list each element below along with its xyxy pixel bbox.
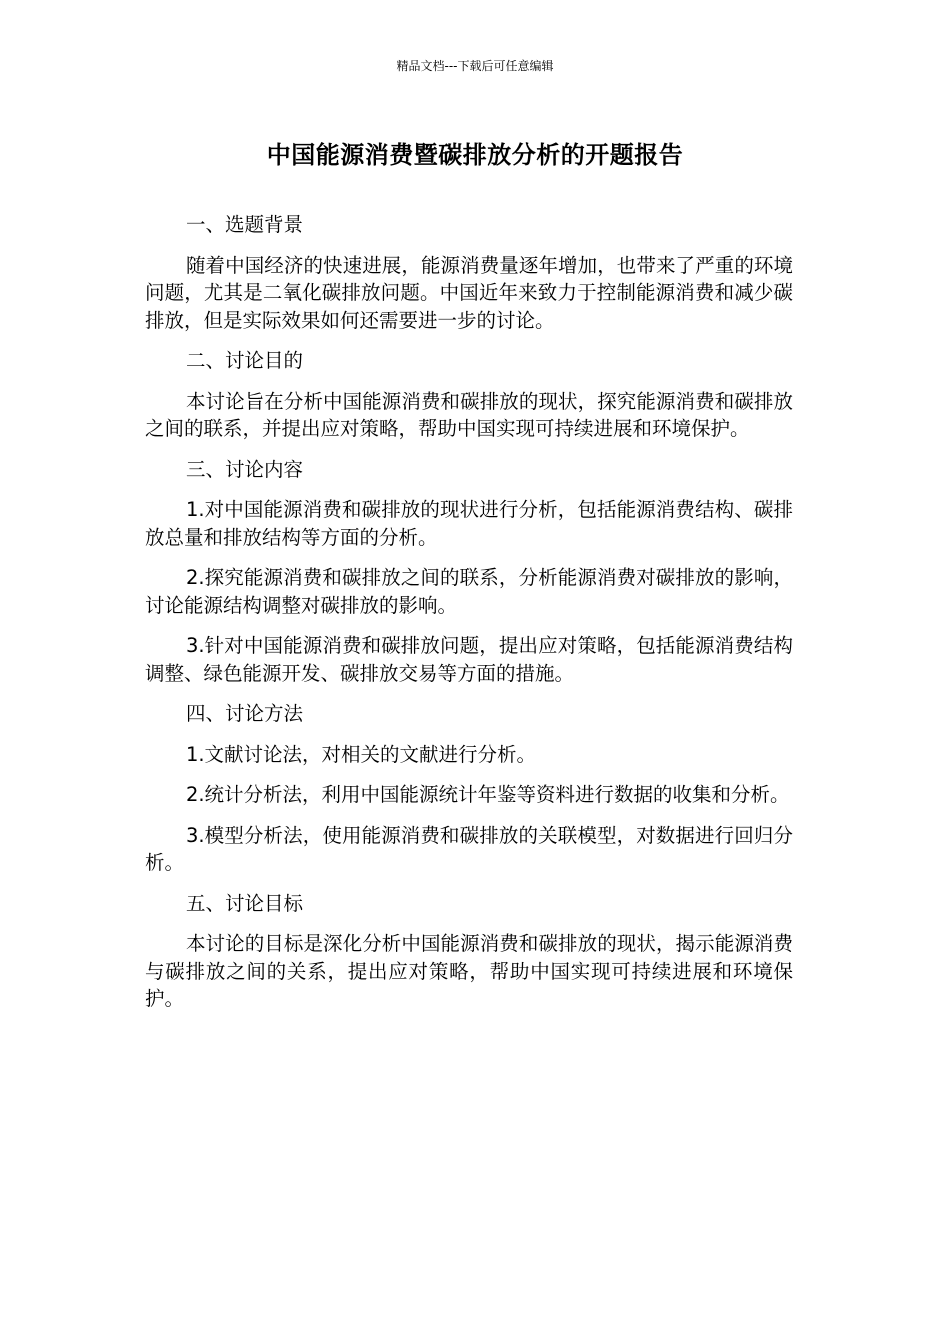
page-header: 精品文档---下载后可任意编辑 (396, 59, 554, 73)
paragraph: 2.探究能源消费和碳排放之间的联系，分析能源消费对碳排放的影响，讨论能源结构调整对碳排放的影响。 (145, 566, 793, 617)
section-heading-goals: 五、讨论目标 (185, 891, 303, 915)
paragraph: 3.模型分析法，使用能源消费和碳排放的关联模型，对数据进行回归分析。 (145, 823, 793, 874)
paragraph: 本讨论的目标是深化分析中国能源消费和碳排放的现状，揭示能源消费与碳排放之间的关系，提出应对策略，帮助中国实现可持续进展和环境保护。 (145, 932, 793, 1010)
paragraph: 1.对中国能源消费和碳排放的现状进行分析，包括能源消费结构、碳排放总量和排放结构等方面的分析。 (145, 498, 793, 549)
paragraph: 3.针对中国能源消费和碳排放问题，提出应对策略，包括能源消费结构调整、绿色能源开发、碳排放交易等方面的措施。 (145, 634, 793, 685)
paragraph: 1.文献讨论法，对相关的文献进行分析。 (185, 742, 537, 766)
section-heading-methods: 四、讨论方法 (185, 702, 303, 725)
section-heading-background: 一、选题背景 (185, 213, 303, 236)
section-heading-purpose: 二、讨论目的 (185, 349, 303, 372)
document-body (145, 211, 793, 1026)
document-title: 中国能源消费暨碳排放分析的开题报告 (266, 141, 684, 169)
paragraph: 本讨论旨在分析中国能源消费和碳排放的现状，探究能源消费和碳排放之间的联系，并提出应对策略，帮助中国实现可持续进展和环境保护。 (145, 389, 793, 440)
paragraph: 2.统计分析法，利用中国能源统计年鉴等资料进行数据的收集和分析。 (185, 783, 790, 806)
section-heading-content: 三、讨论内容 (185, 457, 303, 481)
paragraph: 随着中国经济的快速进展，能源消费量逐年增加，也带来了严重的环境问题，尤其是二氧化碳排放问题。中国近年来致力于控制能源消费和减少碳排放，但是实际效果如何还需要进一步的讨论。 (145, 253, 793, 332)
